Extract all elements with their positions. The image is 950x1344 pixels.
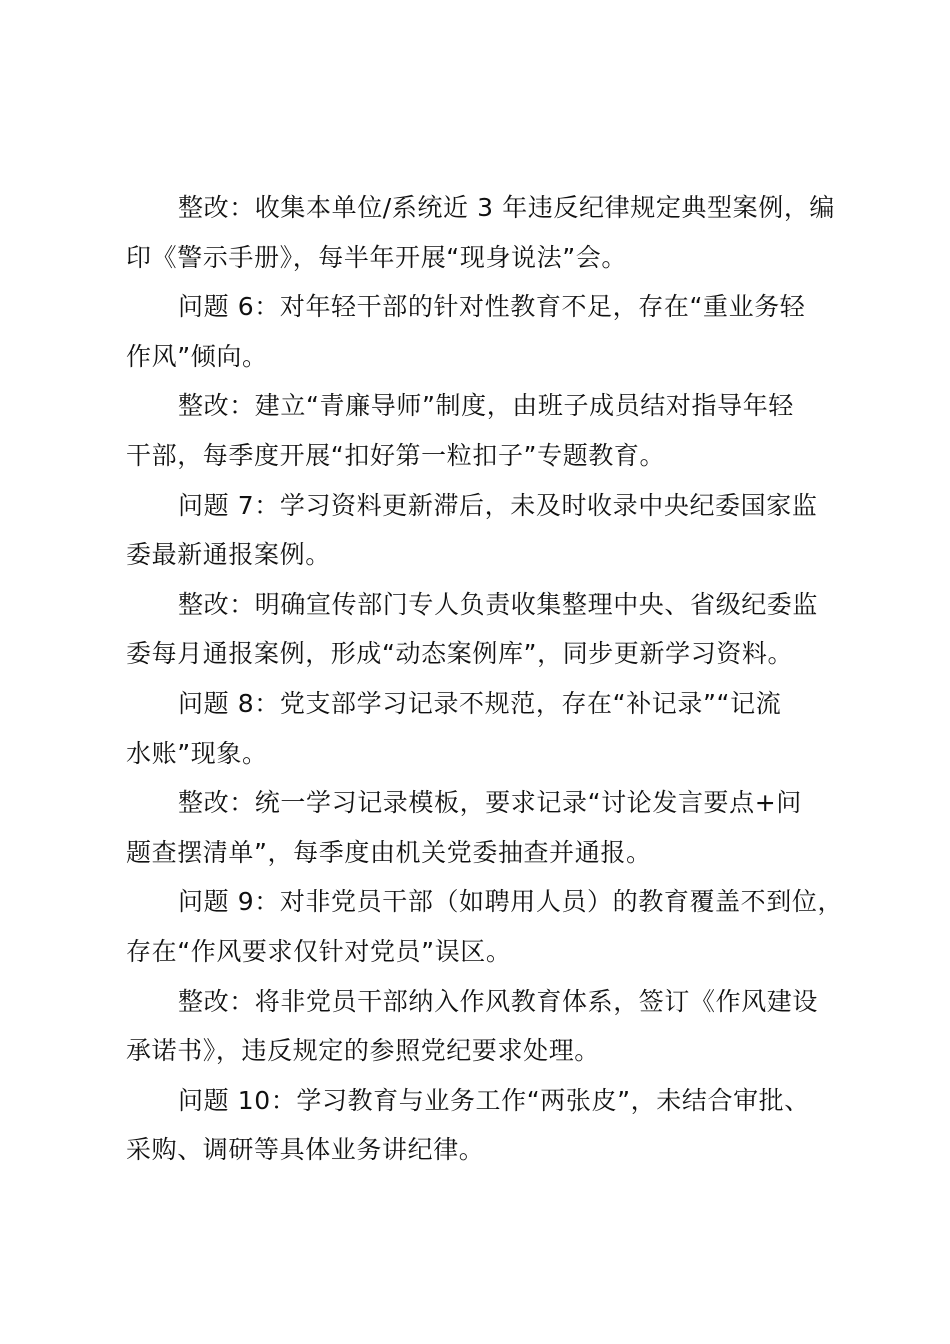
paragraph-line: 整改：将非党员干部纳入作风教育体系，签订《作风建设 [178, 986, 819, 1016]
paragraph-line: 整改：收集本单位/系统近 3 年违反纪律规定典型案例，编 [178, 193, 836, 222]
paragraph-problem-9 [126, 877, 844, 976]
paragraph-line: 整改：明确宣传部门专人负责收集整理中央、省级纪委监 [178, 589, 819, 619]
paragraph-line: 印《警示手册》，每半年开展“现身说法”会。 [126, 242, 628, 272]
paragraph-rectification-8 [126, 778, 838, 877]
paragraph-problem-7 [126, 481, 838, 580]
paragraph-rectification-9 [126, 977, 838, 1076]
paragraph-problem-10 [126, 1076, 838, 1175]
paragraph-line: 采购、调研等具体业务讲纪律。 [126, 1135, 485, 1165]
paragraph-line: 委每月通报案例，形成“动态案例库”，同步更新学习资料。 [126, 639, 794, 669]
paragraph-line: 问题 10：学习教育与业务工作“两张皮”，未结合审批、 [178, 1085, 810, 1115]
paragraph-line: 水账”现象。 [126, 738, 268, 768]
paragraph-line: 问题 9：对非党员干部（如聘用人员）的教育覆盖不到位， [178, 887, 844, 917]
paragraph-line: 问题 6：对年轻干部的针对性教育不足，存在“重业务轻 [178, 292, 806, 322]
paragraph-line: 作风”倾向。 [126, 341, 268, 371]
paragraph-line: 承诺书》，违反规定的参照党纪要求处理。 [126, 1036, 600, 1066]
paragraph-problem-6 [126, 282, 838, 381]
paragraph-line: 干部，每季度开展“扣好第一粒扣子”专题教育。 [126, 440, 666, 470]
paragraph-line: 存在“作风要求仅针对党员”误区。 [126, 936, 512, 966]
paragraph-line: 问题 8：党支部学习记录不规范，存在“补记录”“记流 [178, 688, 782, 718]
paragraph-line: 委最新通报案例。 [126, 540, 331, 570]
document-body [126, 183, 844, 1175]
paragraph-line: 整改：统一学习记录模板，要求记录“讨论发言要点+问 [178, 788, 802, 818]
paragraph-line: 问题 7：学习资料更新滞后，未及时收录中央纪委国家监 [178, 490, 818, 520]
paragraph-line: 题查摆清单”，每季度由机关党委抽查并通报。 [126, 837, 652, 867]
paragraph-line: 整改：建立“青廉导师”制度，由班子成员结对指导年轻 [178, 391, 794, 421]
paragraph-rectification-7 [126, 580, 838, 679]
paragraph-rectification-6 [126, 381, 838, 480]
paragraph-problem-8 [126, 679, 838, 778]
paragraph-rectification-5 [126, 183, 838, 282]
